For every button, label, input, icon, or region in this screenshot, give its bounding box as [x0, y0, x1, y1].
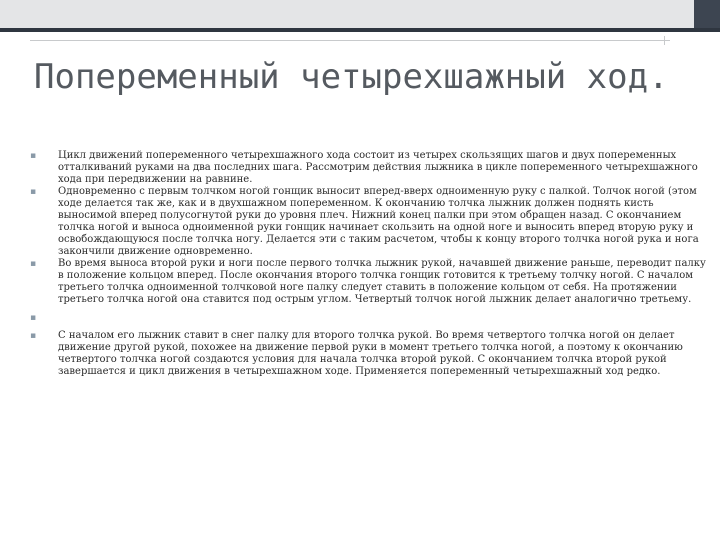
bullet-icon: ▪ — [30, 187, 37, 197]
slide-title: Попеременный четырехшажный ход. — [34, 57, 669, 97]
bullet-item-empty — [30, 306, 706, 330]
bullet-icon: ▪ — [30, 151, 37, 161]
title-accent-tick — [664, 36, 665, 45]
bullet-icon: ▪ — [30, 313, 37, 323]
bullet-text: С началом его лыжник ставит в снег палку для второго толчка рукой. Во время четвертого толчка ногой он делает движение другой рукой, похожее на движение первой руки в момент третьего толчка ногой, а поэтому к окончанию четвертого толчка ногой создаются условия для начала толчка второй рукой. С окончанием толчка второй рукой завершается и цикл движения в четырехшажном ходе. Применяется попеременный четырехшажный ход редко. — [58, 330, 683, 377]
title-accent-line — [30, 40, 670, 41]
bullet-icon: ▪ — [30, 331, 37, 341]
bullet-item — [30, 150, 706, 186]
bullet-item — [30, 330, 706, 378]
bullet-text: Во время выноса второй руки и ноги после первого толчка лыжник рукой, начавшей движение раньше, переводит палку в положение кольцом вперед. После окончания второго толчка гонщик готовится к третьему толчку ногой. С началом третьего толчка одноименной толчковой ноге палку следует ставить в положение кольцом от себя. На протяжении третьего толчка ногой она ставится под острым углом. Четвертый толчок ногой лыжник делает аналогично третьему. — [58, 258, 706, 305]
header-rule — [0, 28, 720, 32]
bullet-icon: ▪ — [30, 259, 37, 269]
header-band — [0, 0, 720, 28]
bullet-text: Одновременно с первым толчком ногой гонщик выносит вперед-вверх одноименную руку с палкой. Толчок ногой (этом ходе делается так же, как и в двухшажном попеременном. К окончанию толчка лыжник должен поднять кисть выносимой вперед полусогнутой руки до уровня плеч. Нижний конец палки при этом обращен назад. С окончанием толчка ногой и выноса одноименной руки гонщик начинает скользить на одной ноге и выносить вперед вторую руку и освобождающуюся после толчка ногу. Делается эти с таким расчетом, чтобы к концу второго толчка ногой рука и нога закончили движение одновременно. — [58, 186, 699, 257]
bullet-item — [30, 186, 706, 258]
header-corner-block — [694, 0, 720, 28]
bullet-list — [30, 150, 706, 378]
bullet-text: Цикл движений попеременного четырехшажного хода состоит из четырех скользящих шагов и двух попеременных отталкиваний руками на два последних шага. Рассмотрим действия лыжника в цикле попеременного четырехшажного хода при передвижении на равнине. — [58, 150, 698, 185]
bullet-item — [30, 258, 706, 306]
